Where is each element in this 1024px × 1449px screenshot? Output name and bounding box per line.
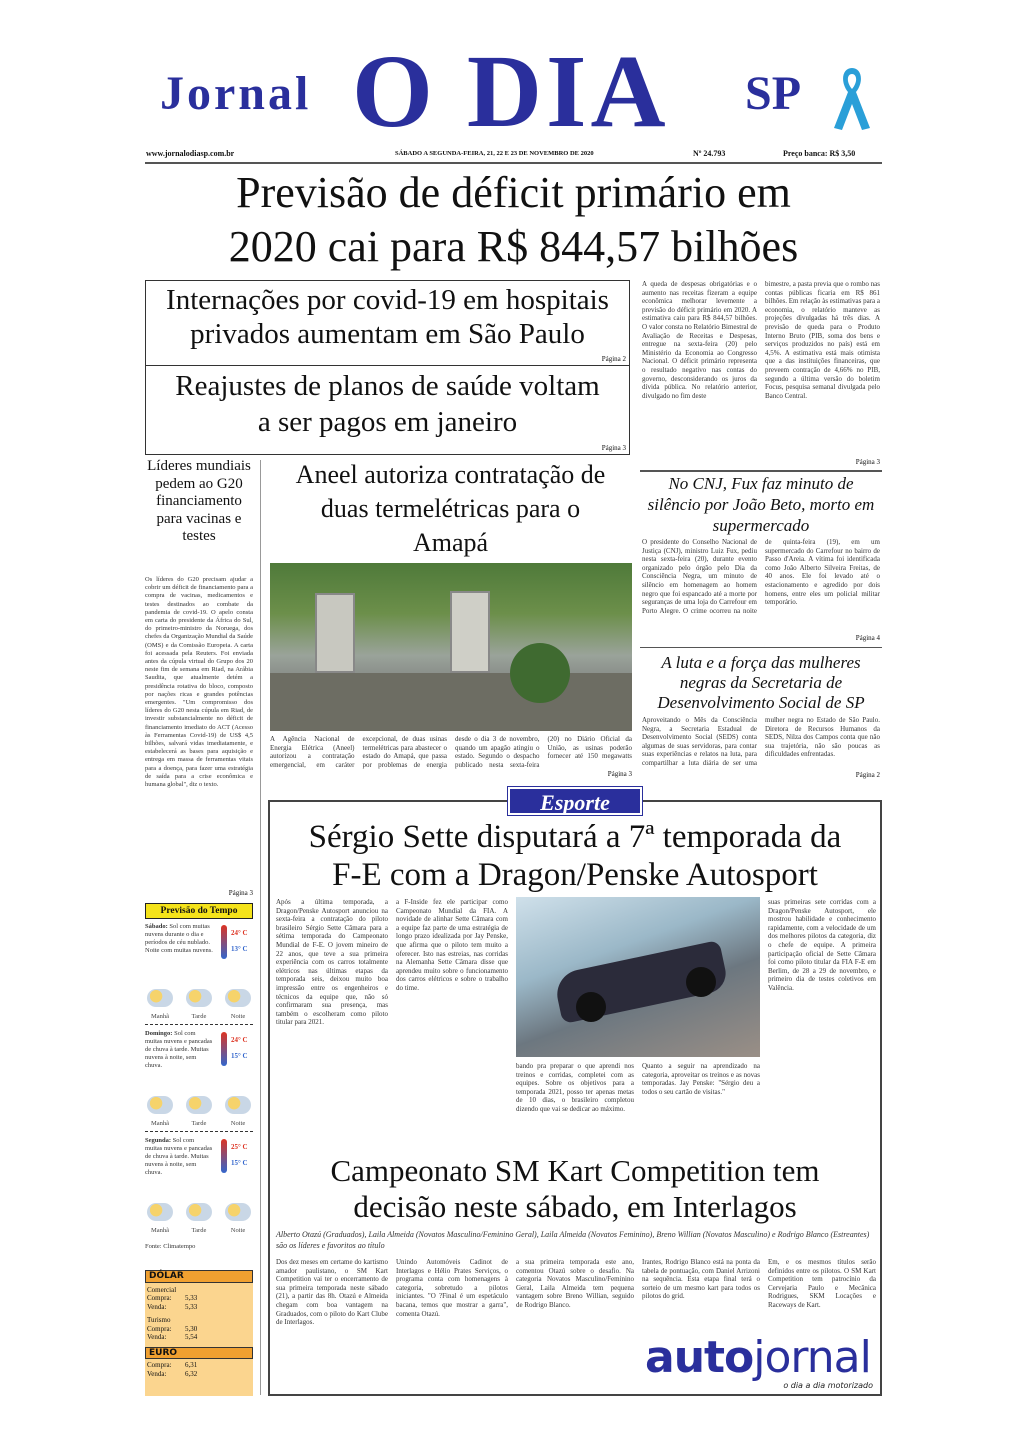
cloud-night-icon xyxy=(225,1203,251,1221)
rain-cloud-icon xyxy=(186,1096,212,1114)
deficit-col1: A queda de despesas obrigatórias e o aumento nas receitas fizeram a equipe econômica melhorar levemente a previsão do déficit primário em 2020. A estimativa caiu para R$ 844,57 bilhões. O valor consta no Relatório Bimestral de Avaliação de Receitas e Despesas, entregue na sexta-feira (20) pelo Ministério da Economia ao Congresso Nacional. O déficit primário representa o resultado negativo nas contas do governo, desconsiderando os juros da dívida pública. No relatório anterior, divulgado no fim deste xyxy=(642,280,757,400)
sette-headline-line2: F-E com a Dragon/Penske Autosport xyxy=(332,857,818,893)
partly-cloudy-icon xyxy=(147,1203,173,1221)
cnj-body: O presidente do Conselho Nacional de Justiça (CNJ), ministro Luiz Fux, pediu nesta sexta-feira (20), durante evento organizado pelo órgão pelo Dia da Consciência Negra, um minuto de silêncio em homenagem ao homem negro que foi espancado até a morte por seguranças de uma loja do Carrefour em Porto Alegre. O crime ocorreu na noite de quinta-feira (19), em um supermercado do Carrefour no bairro de Passo d'Areia. A vítima foi identificada como João Alberto Silveira Freitas, de 40 anos. Ele foi levado até o estacionamento e agredido por dois homens, entre eles um policial militar temporário. xyxy=(642,538,880,615)
temp-min: 15° C xyxy=(231,1159,248,1167)
currency-row xyxy=(147,1361,251,1370)
currency-row-value: 5,33 xyxy=(185,1294,198,1302)
currency-row-label: Compra: xyxy=(147,1294,172,1302)
weather-day-text: Sol com muitas nuvens e pancadas de chuva à tarde. Muitas nuvens à noite, sem chuva. xyxy=(145,1137,213,1176)
currency-row-value: 5,54 xyxy=(185,1333,198,1341)
weather-period-label: Manhã xyxy=(150,1227,170,1234)
rain-cloud-icon xyxy=(186,1203,212,1221)
currency-row-value: 5,33 xyxy=(185,1302,198,1311)
autojornal-logo-jornal: jornal xyxy=(753,1332,871,1383)
weather-period xyxy=(223,1203,253,1234)
box-planos-title: Reajustes de planos de saúde voltam a ser pagos em janeiro xyxy=(175,370,600,438)
box-planos-page: Página 3 xyxy=(601,444,626,452)
currency-row-value: 5,30 xyxy=(185,1324,198,1333)
currency-group-name: Turismo xyxy=(147,1316,171,1324)
weather-period-label: Manhã xyxy=(150,1120,170,1127)
currency-row-label: Venda: xyxy=(147,1302,167,1311)
masthead-prefix: Jornal xyxy=(160,67,312,120)
kart-col2: Unindo Automóveis Cadinot de Interlagos e Hélio Prates Serviços, o programa conta com homenagens à categoria, sobretudo a pilotos iniciantes. "O ?Final é um espetáculo bacana, temos que mostrar a garra", comenta Otazú. xyxy=(396,1258,508,1318)
currency-row-label: Compra: xyxy=(147,1324,172,1333)
temp-max: 24° C xyxy=(231,1036,248,1044)
currency-panel xyxy=(145,1270,253,1396)
partly-cloudy-icon xyxy=(186,989,212,1007)
weather-title: Previsão do Tempo xyxy=(145,903,253,919)
deficit-rule xyxy=(640,470,882,472)
left-column-divider xyxy=(260,460,261,1395)
sette-col2: a F-Inside fez ele participar como Campeonato Mundial da FIA. A novidade de alinhar Sette Câmara com a equipe faz parte de uma estratégia de longo prazo idealizada por Jay Penske, que afirma que o piloto tem muito a oferecer. Isto nas estreias, nas corridas na Alemanha Sette Câmara disse que aprendeu muito sobre o funcionamento dos carros elétricos e sobre o trabalho do time. xyxy=(396,898,508,992)
currency-row-value: 6,32 xyxy=(185,1369,198,1378)
main-headline-line2: 2020 cai para R$ 844,57 bilhões xyxy=(228,222,799,271)
euro-header: EURO xyxy=(145,1347,253,1360)
sette-col4: Quanto a seguir na aprendizado na categoria, aproveitar os treinos e as novas temporadas. Jay Penske: "Sérgio deu a todos o seu cartão de visitas." xyxy=(642,1062,760,1096)
cloud-night-icon xyxy=(225,989,251,1007)
sette-col5: suas primeiras sete corridas com a Dragon/Penske Autosport, ele mostrou habilidade e conhecimento rapidamente, com a velocidade de um dos melhores pilotos da categoria, diz o chefe de equipe. A primeira participação oficial de Sette Câmara foi como piloto titular da FIA F-E em Berlim, de 28 a 29 de novembro, e primeiro dia de testes coletivos em Valência. xyxy=(768,898,876,992)
thermometer-icon xyxy=(221,1032,227,1066)
thermometer-icon xyxy=(221,1139,227,1173)
cloud-night-icon xyxy=(225,1096,251,1114)
weather-period-label: Tarde xyxy=(191,1120,207,1127)
weather-day-name: Domingo: xyxy=(145,1030,173,1037)
box-covid-page: Página 2 xyxy=(601,355,626,363)
autojornal-tagline: o dia a dia motorizado xyxy=(783,1381,873,1390)
box-covid[interactable] xyxy=(145,280,630,366)
currency-row-value: 6,31 xyxy=(185,1361,198,1369)
temp-max: 25° C xyxy=(231,1143,248,1151)
weather-day-text: Sol com muitas nuvens e pancadas de chuva à tarde. Muitas nuvens à noite, sem chuva. xyxy=(145,1030,213,1069)
weather-panel xyxy=(145,903,253,1251)
currency-row xyxy=(147,1325,251,1334)
sette-col3: bando pra preparar o que aprendi nos treinos e corridas, completei com as equipes. Sobre os objetivos para a temporada 2021, posso ter apenas metas de 10 dias, o brasileiro completou dizendo que vai se dedicar ao máximo. xyxy=(516,1062,634,1113)
weather-day xyxy=(145,1030,253,1132)
temp-min: 13° C xyxy=(231,945,248,953)
kart-col4: Irantes, Rodrigo Blanco está na ponta da tabela de pontuação, com Daniel Arrizoni na sequência. Esta etapa final terá o sorteio de um mesmo kart para todos os pilotos do grid. xyxy=(642,1258,760,1301)
weather-day xyxy=(145,1137,253,1238)
sette-photo xyxy=(516,897,760,1057)
weather-period-label: Manhã xyxy=(150,1013,170,1020)
currency-row xyxy=(147,1333,251,1342)
box-planos[interactable] xyxy=(145,366,630,455)
cnj-title[interactable]: No CNJ, Fux faz minuto de silêncio por João Beto, morto em supermercado xyxy=(647,474,875,535)
g20-page: Página 3 xyxy=(228,889,253,897)
weather-period-label: Tarde xyxy=(191,1013,207,1020)
g20-title[interactable]: Líderes mundiais pedem ao G20 financiamento para vacinas e testes xyxy=(147,458,251,544)
cnj-rule xyxy=(640,647,882,648)
cnj-page: Página 4 xyxy=(855,634,880,642)
weather-period xyxy=(184,1096,214,1127)
weather-source: Fonte: Climatempo xyxy=(145,1243,196,1250)
currency-row-label: Compra: xyxy=(147,1361,172,1369)
weather-period-label: Noite xyxy=(230,1013,246,1020)
aneel-page: Página 3 xyxy=(607,770,632,778)
weather-period-label: Noite xyxy=(230,1120,246,1127)
weather-period-label: Noite xyxy=(230,1227,246,1234)
esporte-label[interactable]: Esporte xyxy=(508,787,642,815)
thermometer-icon xyxy=(221,925,227,959)
temp-max: 24° C xyxy=(231,929,248,937)
masthead-rule xyxy=(145,162,882,164)
aneel-title[interactable]: Aneel autoriza contratação de duas termelétricas para o Amapá xyxy=(295,460,606,557)
temp-min: 15° C xyxy=(231,1052,248,1060)
weather-period xyxy=(223,989,253,1020)
mulheres-title[interactable]: A luta e a força das mulheres negras da Secretaria de Desenvolvimento Social de SP xyxy=(657,653,865,712)
autojornal-logo[interactable] xyxy=(645,1334,877,1392)
aneel-body: A Agência Nacional de Energia Elétrica (Aneel) autorizou a contratação emergencial, em caráter excepcional, de duas usinas termelétricas para abastecer o estado do Amapá, que passa por problemas de energia desde o dia 3 de novembro, quando um apagão atingiu o estado. Segundo o despacho publicado nesta sexta-feira (20) no Diário Oficial da União, as usinas poderão fornecer até 150 megawatts xyxy=(270,735,632,769)
kart-headline-line1: Campeonato SM Kart Competition tem xyxy=(330,1153,820,1188)
weather-period xyxy=(184,989,214,1020)
currency-row xyxy=(147,1294,251,1303)
kart-col1: Dos dez meses em certame do kartismo amador paulistano, o SM Kart Competition vai ter o encerramento de sua primeira temporada neste sábado (21), a partir das 8h. Otazú e Almeida chegam com boa vantagem na Graduados, com o piloto do Kart Clube de Interlagos. xyxy=(276,1258,388,1327)
currency-group-name: Comercial xyxy=(147,1285,177,1294)
currency-row-label: Venda: xyxy=(147,1369,167,1378)
weather-day-text: Sol com muitas nuvens durante o dia e períodos de céu nublado. Noite com muitas nuvens. xyxy=(145,923,213,954)
date: SÁBADO A SEGUNDA-FEIRA, 21, 22 E 23 DE NOVEMBRO DE 2020 xyxy=(395,150,594,157)
kart-col5: Em, e os mesmos títulos serão definidos entre os pilotos. O SM Kart Competition tem patrocínio da Cervejaria Paulo e Mecânica Rodrigues, SKM Locações e Raceways de Kart. xyxy=(768,1258,876,1309)
sette-headline-line1: Sérgio Sette disputará a 7ª temporada da xyxy=(308,819,842,855)
main-headline-line1: Previsão de déficit primário em xyxy=(236,168,791,217)
deficit-col2: bimestre, a pasta previa que o rombo nas contas públicas ficaria em R$ 861 bilhões. Em relação às estimativas para a economia, o relatório manteve as projeções divulgadas há três dias. A previsão de queda para o Produto Interno Bruto (PIB, soma dos bens e serviços produzidos no país) está em 4,5%. A estimativa está mais otimista que a das instituições financeiras, que preveem contração de 4,66% no PIB, segundo a última versão do boletim Focus, pesquisa semanal divulgada pelo Banco Central. xyxy=(765,280,880,400)
currency-row-label: Venda: xyxy=(147,1333,167,1341)
box-covid-title: Internações por covid-19 em hospitais privados aumentam em São Paulo xyxy=(166,284,609,350)
dolar-header: DÓLAR xyxy=(145,1270,253,1283)
website[interactable]: www.jornalodiasp.com.br xyxy=(146,149,235,158)
kart-byline: Alberto Otazú (Graduados), Laila Almeida (Novatos Masculino/Feminino Geral), Laila Almeida (Novatos Feminino), Breno Willian (Novatos Masculino) e Rodrigo Blanco (Estreantes) são os líderes e favoritos ao título xyxy=(276,1230,870,1250)
weather-period xyxy=(223,1096,253,1127)
ribbon-icon xyxy=(828,64,876,132)
edition: Nº 24.793 xyxy=(693,149,726,158)
mulheres-body: Aproveitando o Mês da Consciência Negra, a Secretaria Estadual de Desenvolvimento Social (SEDS) conta algumas de suas servidoras, para contar suas experiências e relatos na luta, para compartilhar a luta diária de ser uma mulher negra no Estado de São Paulo. Diretora de Recursos Humanos da SEDS, Nilza dos Campos conta que não sua trajetória, não são poucas as dificuldades enfrentadas. xyxy=(642,716,880,767)
autojornal-logo-auto: auto xyxy=(645,1332,754,1383)
weather-period-label: Tarde xyxy=(191,1227,207,1234)
weather-period xyxy=(145,1096,175,1127)
kart-headline[interactable] xyxy=(272,1153,878,1225)
deficit-page: Página 3 xyxy=(855,458,880,466)
weather-day-name: Sábado: xyxy=(145,923,168,930)
weather-period xyxy=(145,989,175,1020)
currency-row xyxy=(147,1303,251,1312)
mulheres-page: Página 2 xyxy=(855,771,880,779)
masthead-region: SP xyxy=(745,67,802,120)
kart-col3: a sua primeira temporada este ano, comentou Otazú sobre o desafio. Na categoria Novatos Masculino/Feminino Geral, Laila Almeida tem pequena vantagem sobre Breno Willian, seguido de Rodrigo Blanco. xyxy=(516,1258,634,1309)
kart-headline-line2: decisão neste sábado, em Interlagos xyxy=(353,1189,797,1224)
partly-cloudy-icon xyxy=(147,1096,173,1114)
main-headline[interactable] xyxy=(145,166,882,274)
weather-period xyxy=(184,1203,214,1234)
partly-cloudy-icon xyxy=(147,989,173,1007)
weather-period xyxy=(145,1203,175,1234)
g20-body: Os líderes do G20 precisam ajudar a cobrir um déficit de financiamento para a compra de vacinas, medicamentos e testes destinados ao combate da pandemia de covid-19. O apelo consta em carta do presidente da África do Sul, do primeiro-ministro da Noruega, dos chefes da Organização Mundial da Saúde (OMS) e da Comissão Europeia. A carta foi acessada pela Reuters. Foi enviada antes da cúpula virtual do Grupo dos 20 neste fim de semana em Riad, na Arábia Saudita, que atualmente detém a presidência rotativa do bloco, composto por nações ricas e grandes potências emergentes. "Um compromisso dos líderes do G20 nesta cúpula em Riad, de investir substancialmente no déficit de financiamento imediato do ACT (Acesso às Ferramentas Covid-19) de US$ 4,5 bilhões, salvará vidas imediatamente, e estabelecerá as bases para aquisição e entrega em massa de ferramentas vitais para a doença, para fazer uma estratégia de saída para a crise econômica e humana global", diz o texto. xyxy=(145,576,253,789)
currency-row xyxy=(147,1370,251,1379)
price: Preço banca: R$ 3,50 xyxy=(783,149,856,158)
weather-day xyxy=(145,923,253,1025)
masthead-name: O DIA xyxy=(352,34,670,149)
sette-headline[interactable] xyxy=(272,818,878,894)
sette-col1: Após a última temporada, a Dragon/Penske Autosport anunciou na sexta-feira a contratação do piloto brasileiro Sérgio Sette Câmara para a sétima temporada do Campeonato Mundial de F-E. O jovem mineiro de 22 anos, que teve a sua primeira experiência com os carros totalmente elétricos nas últimas etapas da temporada seis, deixou muito boa impressão entre os engenheiros e técnicos da equipe que, não só confirmaram sua presença, mas também o escolheram como piloto titular para 2021. xyxy=(276,898,388,1027)
weather-day-name: Segunda: xyxy=(145,1137,172,1144)
aneel-photo xyxy=(270,563,632,731)
